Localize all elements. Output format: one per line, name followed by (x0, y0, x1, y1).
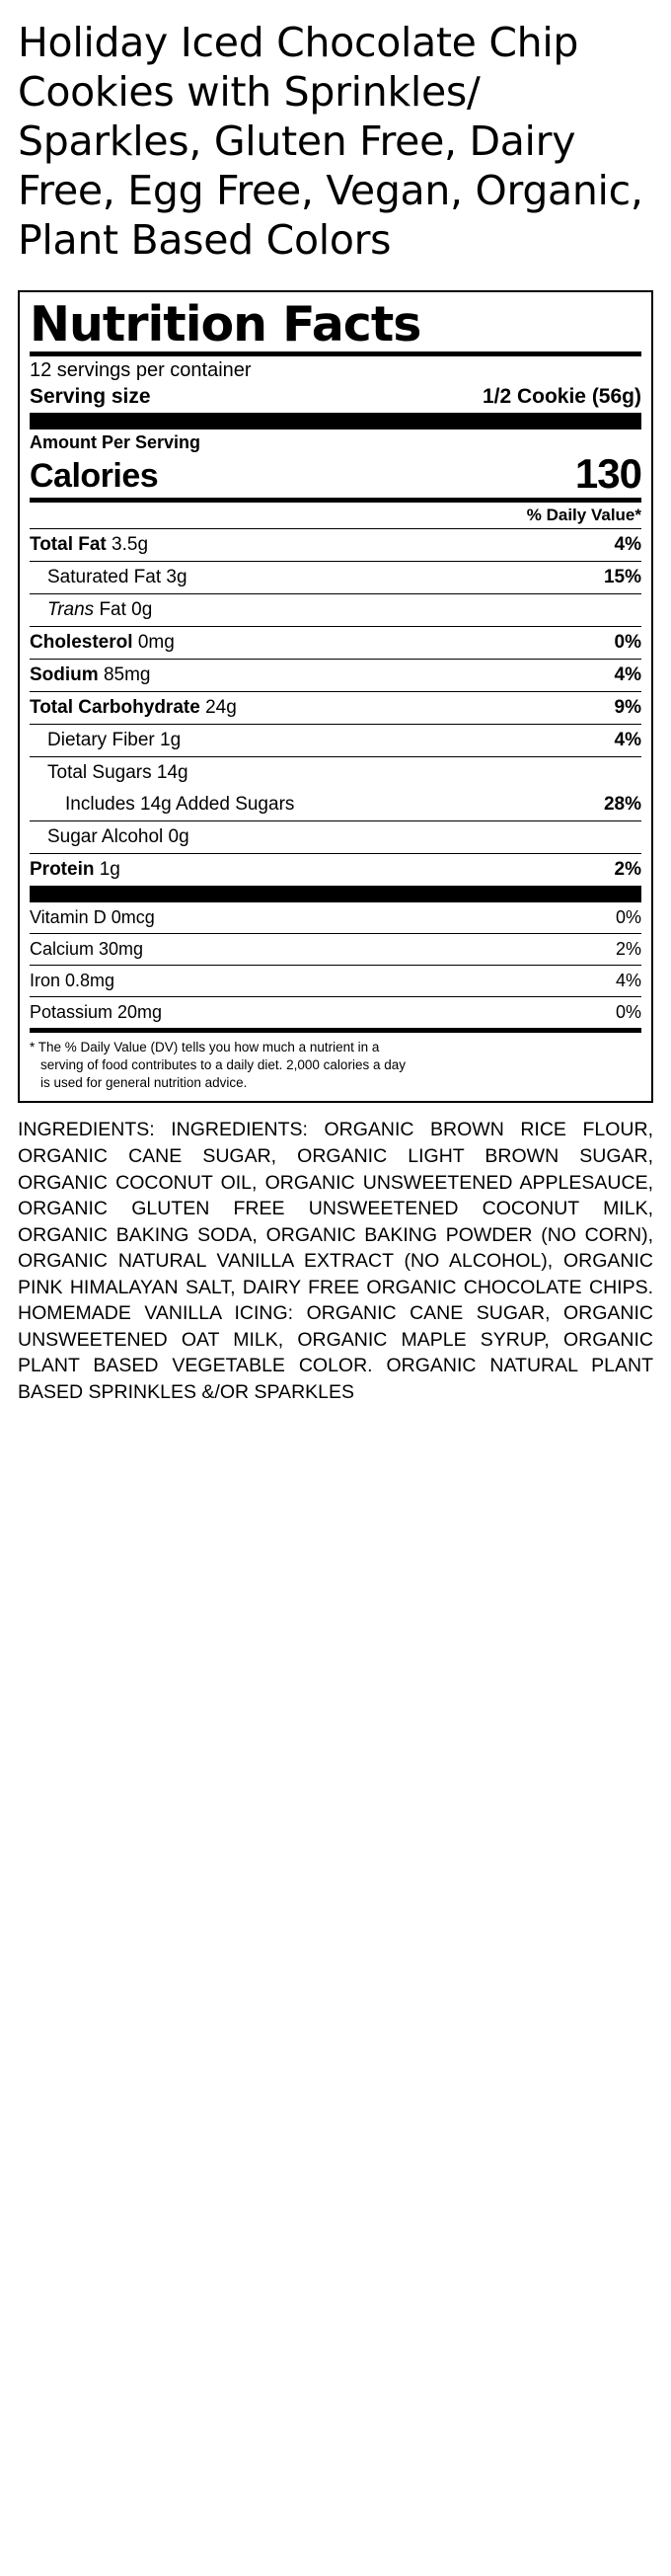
nutrient-amount: 85mg (103, 664, 151, 686)
nutrient-name: Sodium (30, 664, 99, 686)
nutrient-name: Total Sugars (47, 762, 152, 784)
nutrient-name: Total Carbohydrate (30, 697, 200, 719)
nutrient-name: Total Fat (30, 534, 107, 556)
vitamin-row-calcium (30, 934, 641, 965)
vitamin-dv: 0% (615, 1002, 641, 1023)
nutrient-name: Cholesterol (30, 632, 133, 654)
vitamin-row-potassium (30, 997, 641, 1028)
vitamin-name: Vitamin D 0mcg (30, 907, 155, 928)
nutrient-name: Protein (30, 859, 95, 881)
nutrient-dv: 4% (614, 730, 641, 751)
nutrient-row-sugar-alcohol (30, 821, 641, 853)
divider-thick-bottom (30, 886, 641, 902)
nutrient-row-sodium (30, 660, 641, 691)
nutrient-name: Trans (47, 599, 95, 621)
divider-thick-top (30, 413, 641, 429)
nutrient-row-total-fat (30, 529, 641, 561)
nutrient-amount: 14g (156, 762, 188, 784)
nutrient-row-trans-fat (30, 594, 641, 626)
footnote-line-3: is used for general nutrition advice. (40, 1074, 248, 1090)
nutrient-row-total-sugars (30, 757, 641, 789)
nutrient-row-saturated-fat (30, 562, 641, 593)
footnote-line-1: * The % Daily Value (DV) tells you how much a nutrient in a (30, 1040, 380, 1055)
vitamin-dv: 4% (615, 971, 641, 991)
vitamin-name: Potassium 20mg (30, 1002, 163, 1023)
nutrient-row-cholesterol (30, 627, 641, 659)
nutrient-name: Dietary Fiber (47, 730, 155, 751)
nutrient-amount: 1g (99, 859, 120, 881)
nutrient-name: Sugar Alcohol (47, 826, 164, 848)
nutrient-dv: 4% (614, 664, 641, 686)
nutrient-amount: 3.5g (112, 534, 149, 556)
vitamin-dv: 2% (615, 939, 641, 960)
nutrient-amount: 0mg (137, 632, 175, 654)
vitamin-row-vitamin-d (30, 902, 641, 933)
nutrient-row-added-sugars (30, 789, 641, 820)
vitamin-name: Iron 0.8mg (30, 971, 115, 991)
nutrient-name: Saturated Fat (47, 567, 162, 588)
daily-value-header: % Daily Value* (526, 506, 641, 525)
nutrient-amount: 24g (205, 697, 237, 719)
nutrient-row-protein (30, 854, 641, 886)
nutrient-amount: Fat 0g (99, 599, 153, 621)
serving-size-row (30, 384, 641, 413)
daily-value-footnote (30, 1033, 641, 1093)
nutrient-amount: 1g (160, 730, 182, 751)
nutrition-facts-heading: Nutrition Facts (30, 296, 421, 353)
nutrient-amount: 0g (168, 826, 189, 848)
calories-value: 130 (574, 450, 641, 498)
ingredients-text: INGREDIENTS: INGREDIENTS: ORGANIC BROWN RICE FLOUR, ORGANIC CANE SUGAR, ORGANIC LIGHT BROWN SUGAR, ORGANIC COCONUT OIL, ORGANIC UNSWEETENED APPLESAUCE, ORGANIC GLUTEN FREE UNSWEETENED COCONUT MILK, ORGANIC BAKING SODA, ORGANIC BAKING POWDER (NO CORN), ORGANIC NATURAL VANILLA EXTRACT (NO ALCOHOL), ORGANIC PINK HIMALAYAN SALT, DAIRY FREE ORGANIC CHOCOLATE CHIPS. HOMEMADE VANILLA ICING: ORGANIC CANE SUGAR, ORGANIC UNSWEETENED OAT MILK, ORGANIC MAPLE SYRUP, ORGANIC PLANT BASED VEGETABLE COLOR. ORGANIC NATURAL PLANT BASED SPRINKLES &/OR SPARKLES (18, 1119, 653, 1403)
calories-row (30, 450, 641, 498)
footnote-line-2: serving of food contributes to a daily diet. 2,000 calories a day (40, 1056, 406, 1072)
nutrient-dv: 9% (614, 697, 641, 719)
nutrient-dv: 2% (614, 859, 641, 881)
serving-size-value: 1/2 Cookie (56g) (482, 385, 641, 409)
amount-per-serving-label: Amount Per Serving (30, 432, 201, 453)
nutrient-dv: 15% (603, 567, 641, 588)
nutrient-dv: 28% (603, 794, 641, 816)
nutrient-dv: 0% (614, 632, 641, 654)
calories-label: Calories (30, 457, 159, 496)
ingredients-section (18, 1117, 653, 1405)
nutrition-facts-panel (18, 290, 653, 1103)
nutrient-amount: 3g (166, 567, 187, 588)
vitamin-dv: 0% (615, 907, 641, 928)
vitamins-section (30, 902, 641, 1028)
nutrient-name: Includes 14g Added Sugars (65, 794, 295, 816)
page-title: Holiday Iced Chocolate Chip Cookies with Sprinkles/ Sparkles, Gluten Free, Dairy Free, Egg Free, Vegan, Organic, Plant Based Colors (18, 19, 643, 265)
nutrient-row-total-carbohydrate (30, 692, 641, 724)
vitamin-row-iron (30, 966, 641, 996)
nutrient-dv: 4% (614, 534, 641, 556)
serving-size-label: Serving size (30, 385, 151, 409)
nutrient-row-dietary-fiber (30, 725, 641, 756)
vitamin-name: Calcium 30mg (30, 939, 144, 960)
servings-per-container: 12 servings per container (30, 359, 252, 382)
